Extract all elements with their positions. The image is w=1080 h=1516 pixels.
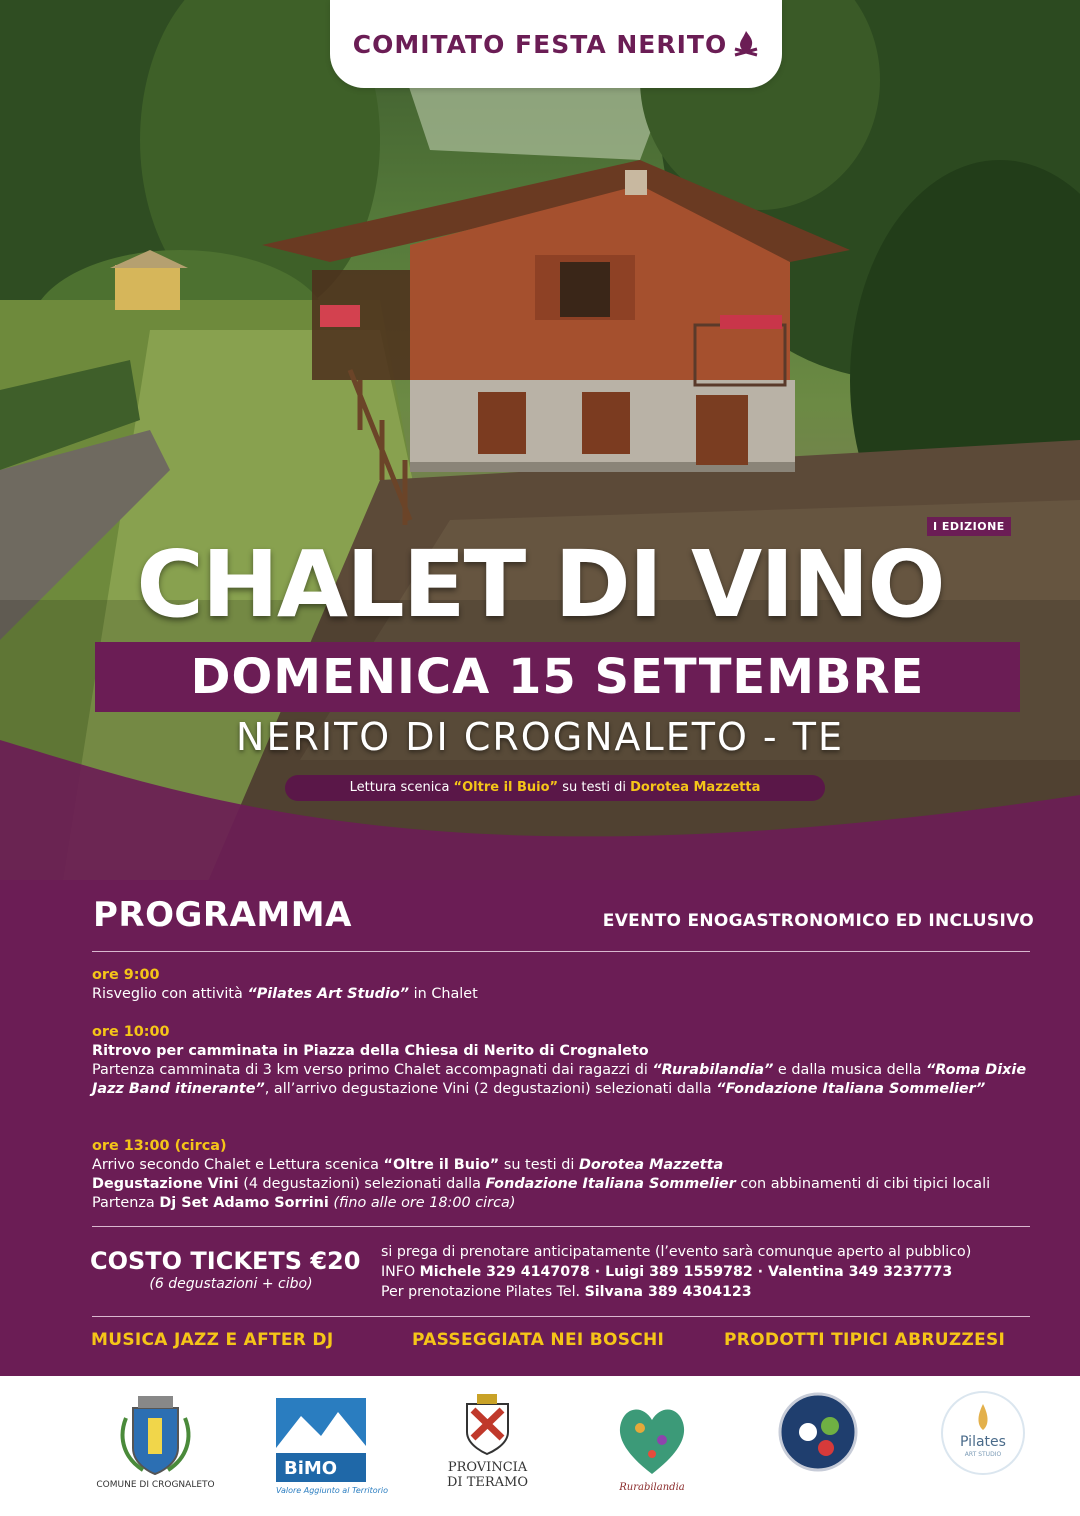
ticket-cost-note: (6 degustazioni + cibo) xyxy=(149,1276,313,1292)
booking-info xyxy=(381,1242,971,1302)
reading-title: “Oltre il Buio” xyxy=(453,780,559,795)
schedule-item-2 xyxy=(92,1023,1038,1099)
schedule-heading: Ritrovo per camminata in Piazza della Chiesa di Nerito di Crognaleto xyxy=(92,1043,649,1059)
provincia-logo xyxy=(445,1392,530,1490)
provincia-crest-icon xyxy=(445,1392,530,1456)
panel-wave xyxy=(0,740,1080,900)
reading-mid: su testi di xyxy=(558,780,631,795)
divider xyxy=(92,1226,1030,1227)
bim-name: BiMO xyxy=(284,1458,338,1479)
organizer-badge xyxy=(330,0,782,88)
schedule-text: Arrivo secondo Chalet e Lettura scenica “Oltre il Buio” su testi di Dorotea Mazzetta xyxy=(92,1157,724,1173)
pilates-circle-icon xyxy=(940,1390,1026,1476)
schedule-time: ore 10:00 xyxy=(92,1024,170,1040)
provincia-line1: PROVINCIA xyxy=(447,1460,528,1475)
pilates-logo xyxy=(940,1390,1026,1480)
schedule-text: Degustazione Vini (4 degustazioni) selezionati dalla Fondazione Italiana Sommelier con abbinamenti di cibi tipici locali xyxy=(92,1176,991,1192)
schedule-text: Partenza camminata di 3 km verso primo Chalet accompagnati dai ragazzi di “Rurabilandia” e dalla musica della “Roma Dixie Jazz Band itinerante”, all’arrivo degustazione Vini (2 degustazioni) selezionati dalla “Fondazione Italiana Sommelier” xyxy=(92,1062,1027,1097)
pilates-name: Pilates xyxy=(960,1434,1006,1450)
event-title: CHALET DI VINO xyxy=(136,531,944,638)
schedule-item-3 xyxy=(92,1137,1038,1213)
rurabilandia-name: Rurabilandia xyxy=(619,1482,685,1493)
campfire-icon xyxy=(733,29,759,59)
feature-products: PRODOTTI TIPICI ABRUZZESI xyxy=(724,1330,1006,1350)
schedule-time: ore 9:00 xyxy=(92,967,160,983)
program-title: PROGRAMMA xyxy=(93,895,352,935)
organizer-name: COMITATO FESTA NERITO xyxy=(352,29,728,59)
comune-logo xyxy=(88,1388,223,1490)
reading-prefix: Lettura scenica xyxy=(349,780,454,795)
bim-tagline: Valore Aggiunto al Territorio xyxy=(276,1486,389,1495)
feature-jazz: MUSICA JAZZ E AFTER DJ xyxy=(91,1330,334,1350)
coat-of-arms-icon xyxy=(88,1388,223,1476)
sponsor-logos xyxy=(0,1376,1080,1516)
feature-walk: PASSEGGIATA NEI BOSCHI xyxy=(412,1330,665,1350)
info-contacts: INFO Michele 329 4147078 · Luigi 389 1559782 · Valentina 349 3237773 xyxy=(381,1264,953,1280)
reading-banner xyxy=(285,775,825,801)
bim-logo xyxy=(276,1398,389,1495)
rurabilandia-logo xyxy=(612,1396,692,1493)
partner-round-logo xyxy=(778,1392,858,1476)
ticket-cost: COSTO TICKETS €20 xyxy=(90,1247,361,1275)
pilates-contact: Per prenotazione Pilates Tel. Silvana 389 4304123 xyxy=(381,1284,752,1300)
edition-tag: I EDIZIONE xyxy=(927,517,1011,536)
schedule-text: Partenza Dj Set Adamo Sorrini (fino alle ore 18:00 circa) xyxy=(92,1195,516,1211)
booking-note: si prega di prenotare anticipatamente (l’evento sarà comunque aperto al pubblico) xyxy=(381,1244,972,1260)
event-location: NERITO DI CROGNALETO - TE xyxy=(236,715,844,759)
schedule-text: Risveglio con attività “Pilates Art Studio” in Chalet xyxy=(92,986,478,1002)
heart-icon xyxy=(612,1396,692,1478)
event-date: DOMENICA 15 SETTEMBRE xyxy=(95,642,1020,712)
provincia-line2: DI TERAMO xyxy=(447,1475,528,1490)
program-subtitle: EVENTO ENOGASTRONOMICO ED INCLUSIVO xyxy=(602,911,1034,931)
schedule-item-1 xyxy=(92,966,1038,1004)
partner-circle-icon xyxy=(778,1392,858,1472)
reading-author: Dorotea Mazzetta xyxy=(630,780,761,795)
bim-mountain-icon xyxy=(276,1398,366,1482)
divider xyxy=(92,1316,1030,1317)
comune-caption: COMUNE DI CROGNALETO xyxy=(96,1480,215,1490)
divider xyxy=(92,951,1030,952)
schedule-time: ore 13:00 (circa) xyxy=(92,1138,227,1154)
pilates-sub: ART STUDIO xyxy=(964,1451,1002,1458)
